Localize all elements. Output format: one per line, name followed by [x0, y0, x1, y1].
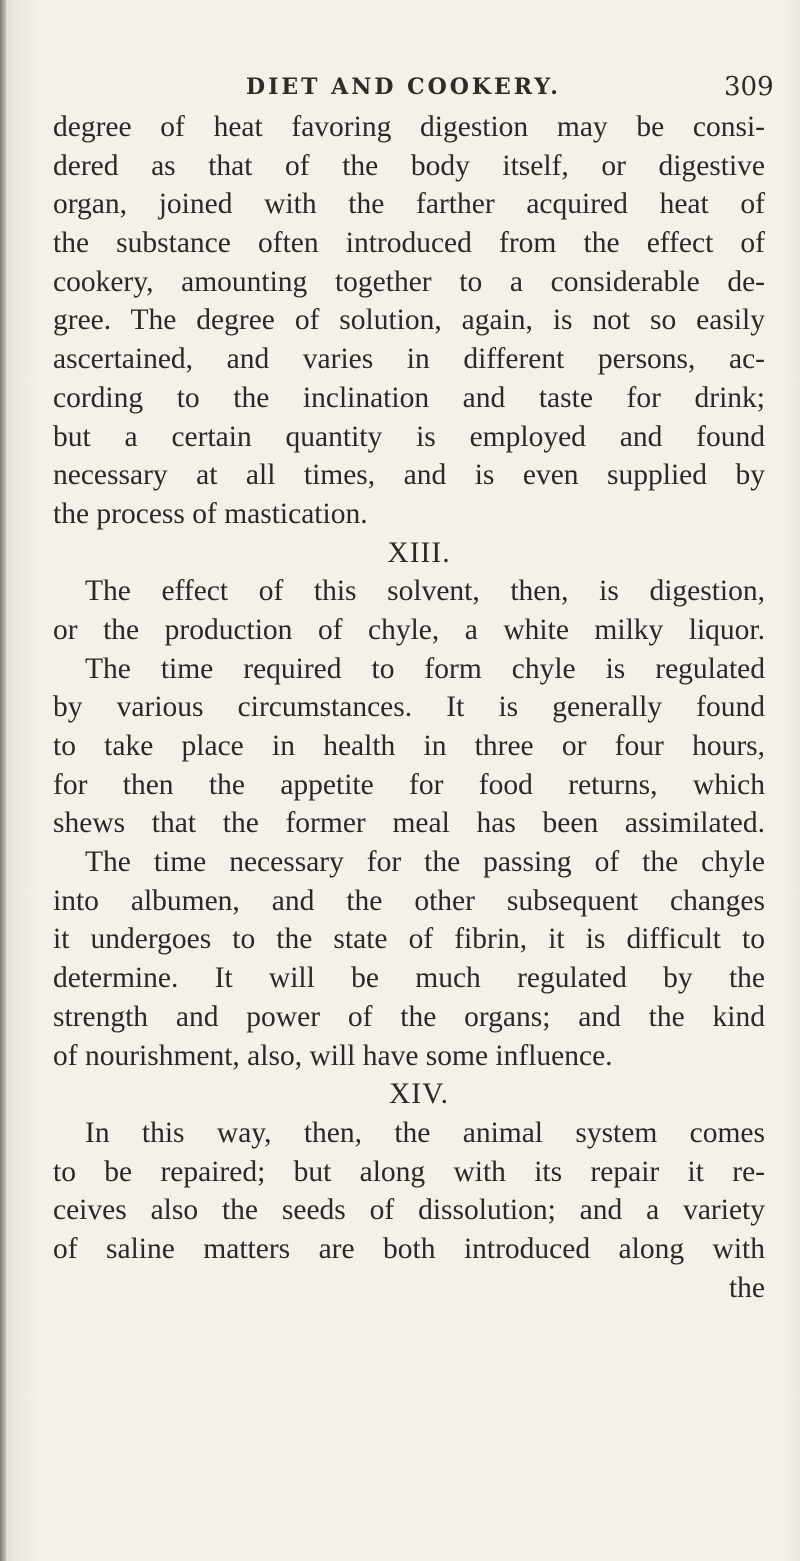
text-line: ceives also the seeds of dissolution; and a variety — [53, 1194, 765, 1227]
text-line: shews that the former meal has been assimilated. — [53, 807, 765, 840]
text-line: organ, joined with the farther acquired heat of — [53, 188, 765, 221]
text-line: to be repaired; but along with its repair it re- — [53, 1155, 765, 1188]
text-line: of saline matters are both introduced along with — [53, 1232, 765, 1265]
paragraph-first-line: The time necessary for the passing of the chyle — [85, 846, 765, 879]
text-line: cookery, amounting together to a considerable de- — [53, 265, 765, 298]
text-line: it undergoes to the state of fibrin, it is difficult to — [53, 923, 765, 956]
catchword: the — [728, 1271, 765, 1304]
text-line: the substance often introduced from the effect of — [53, 227, 765, 260]
text-line: or the production of chyle, a white milky liquor. — [53, 613, 765, 646]
text-line: strength and power of the organs; and the kind — [53, 1000, 765, 1033]
section-heading: XIII. — [387, 536, 451, 569]
body-text — [53, 108, 765, 1307]
page-number: 309 — [724, 72, 774, 102]
section-heading: XIV. — [388, 1078, 449, 1111]
paragraph-first-line: In this way, then, the animal system comes — [85, 1116, 765, 1149]
text-line: dered as that of the body itself, or digestive — [53, 149, 765, 182]
text-line: the process of mastication. — [53, 497, 368, 530]
text-line: but a certain quantity is employed and found — [53, 420, 765, 453]
text-line: determine. It will be much regulated by the — [53, 962, 765, 995]
text-line: necessary at all times, and is even supplied by — [53, 459, 765, 492]
text-line: into albumen, and the other subsequent changes — [53, 884, 765, 917]
running-title: DIET AND COOKERY. — [246, 74, 561, 100]
text-line: degree of heat favoring digestion may be consi- — [53, 111, 765, 143]
text-line: for then the appetite for food returns, which — [53, 768, 765, 801]
binding-gutter — [0, 0, 6, 1561]
text-line: cording to the inclination and taste for drink; — [53, 381, 765, 414]
text-line: gree. The degree of solution, again, is not so easily — [53, 304, 765, 337]
text-line: to take place in health in three or four hours, — [53, 730, 765, 762]
paragraph-first-line: The effect of this solvent, then, is digestion, — [85, 575, 765, 608]
paragraph-first-line: The time required to form chyle is regulated — [85, 652, 765, 685]
text-line: of nourishment, also, will have some influence. — [53, 1039, 613, 1072]
text-line: ascertained, and varies in different persons, ac- — [53, 343, 765, 376]
text-line: by various circumstances. It is generally found — [53, 691, 765, 724]
